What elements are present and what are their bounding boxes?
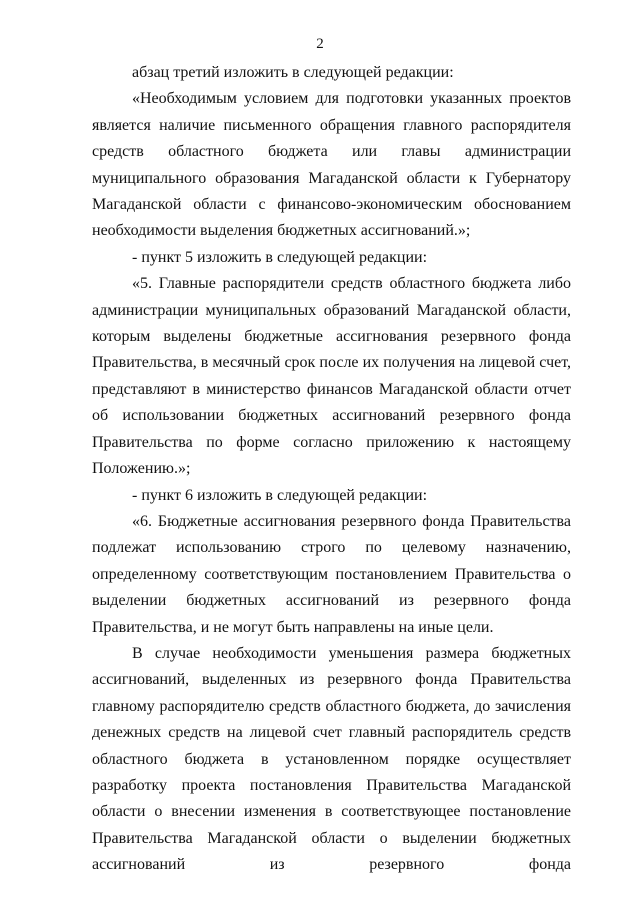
page-number: 2 — [316, 36, 324, 52]
document-body — [92, 60, 571, 879]
paragraph-item-6-text: «6. Бюджетные ассигнования резервного фонда Правительства подлежат использованию строго по целевому назначению, определенному соответствующим постановлением Правительства о выделении бюджетных ассигнований из резервного фонда Правительства, и не могут быть направлены на иные цели. — [92, 512, 571, 636]
paragraph-amendment-intro: абзац третий изложить в следующей редакции: — [132, 64, 454, 81]
paragraph-quoted-condition: «Необходимым условием для подготовки указанных проектов является наличие письменного обращения главного распорядителя средств областного бюджета или главы администрации муниципального образования Магаданской области к Губернатору Магаданской области с финансово-экономическим обоснованием необходимости выделения бюджетных ассигнований.»; — [92, 90, 571, 240]
paragraph-reduction-case: В случае необходимости уменьшения размера бюджетных ассигнований, выделенных из резервного фонда Правительства главному распорядителю средств областного бюджета, до зачисления денежных средств на лицевой счет главный распорядитель средств областного бюджета в установленном порядке осуществляет разработку проекта постановления Правительства Магаданской области о внесении изменения в соответствующее постановление Правительства Магаданской области о выделении бюджетных ассигнований из резервного фонда — [92, 644, 571, 874]
paragraph-item-5-text: «5. Главные распорядители средств областного бюджета либо администрации муниципальных образований Магаданской области, которым выделены бюджетные ассигнования резервного фонда Правительства, в месячный срок после их получения на лицевой счет, представляют в министерство финансов Магаданской области отчет об использовании бюджетных ассигнований резервного фонда Правительства по форме согласно приложению к настоящему Положению.»; — [92, 275, 571, 478]
paragraph-item-6-intro: - пункт 6 изложить в следующей редакции: — [132, 486, 428, 504]
paragraph-item-5-intro: - пункт 5 изложить в следующей редакции: — [132, 248, 428, 266]
